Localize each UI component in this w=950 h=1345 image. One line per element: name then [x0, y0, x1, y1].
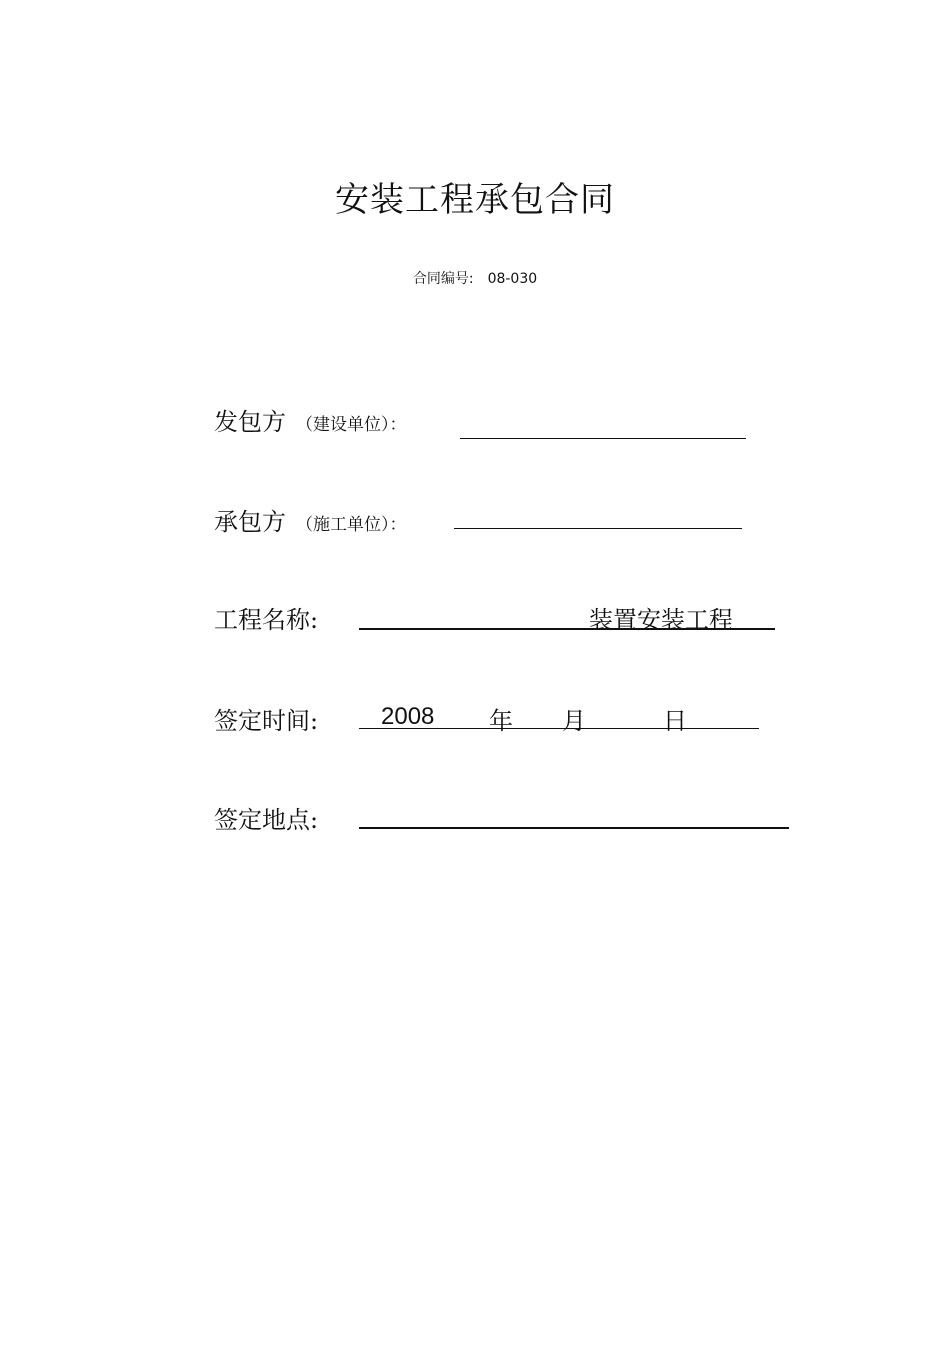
contract-number [0, 268, 950, 288]
employer-label: 发包方 [214, 408, 286, 436]
project-name-value: 装置安装工程 [589, 606, 733, 634]
signing-date-label: 签定时间: [214, 707, 319, 735]
employer-field-label [214, 402, 407, 437]
contractor-label: 承包方 [214, 508, 286, 536]
signing-date-year-unit: 年 [489, 707, 513, 735]
signing-place-label: 签定地点: [214, 806, 319, 834]
signing-date-day-unit: 日 [663, 707, 687, 735]
document-title: 安装工程承包合同 [335, 180, 615, 220]
signing-place-input-line[interactable] [359, 827, 789, 829]
signing-date-year: 2008 [381, 703, 435, 730]
signing-date-input-line[interactable] [359, 728, 759, 729]
signing-date-month-unit: 月 [562, 707, 586, 735]
employer-input-line[interactable] [460, 438, 746, 439]
contractor-field-label [214, 502, 407, 537]
contract-number-value: 08-030 [487, 271, 538, 287]
contractor-note: （施工单位）： [296, 515, 407, 535]
project-name-label: 工程名称: [214, 606, 319, 634]
employer-note: （建设单位）： [296, 415, 407, 435]
contractor-input-line[interactable] [454, 528, 742, 529]
contract-number-label: 合同编号: [412, 271, 474, 287]
project-name-input-line[interactable] [359, 628, 775, 630]
